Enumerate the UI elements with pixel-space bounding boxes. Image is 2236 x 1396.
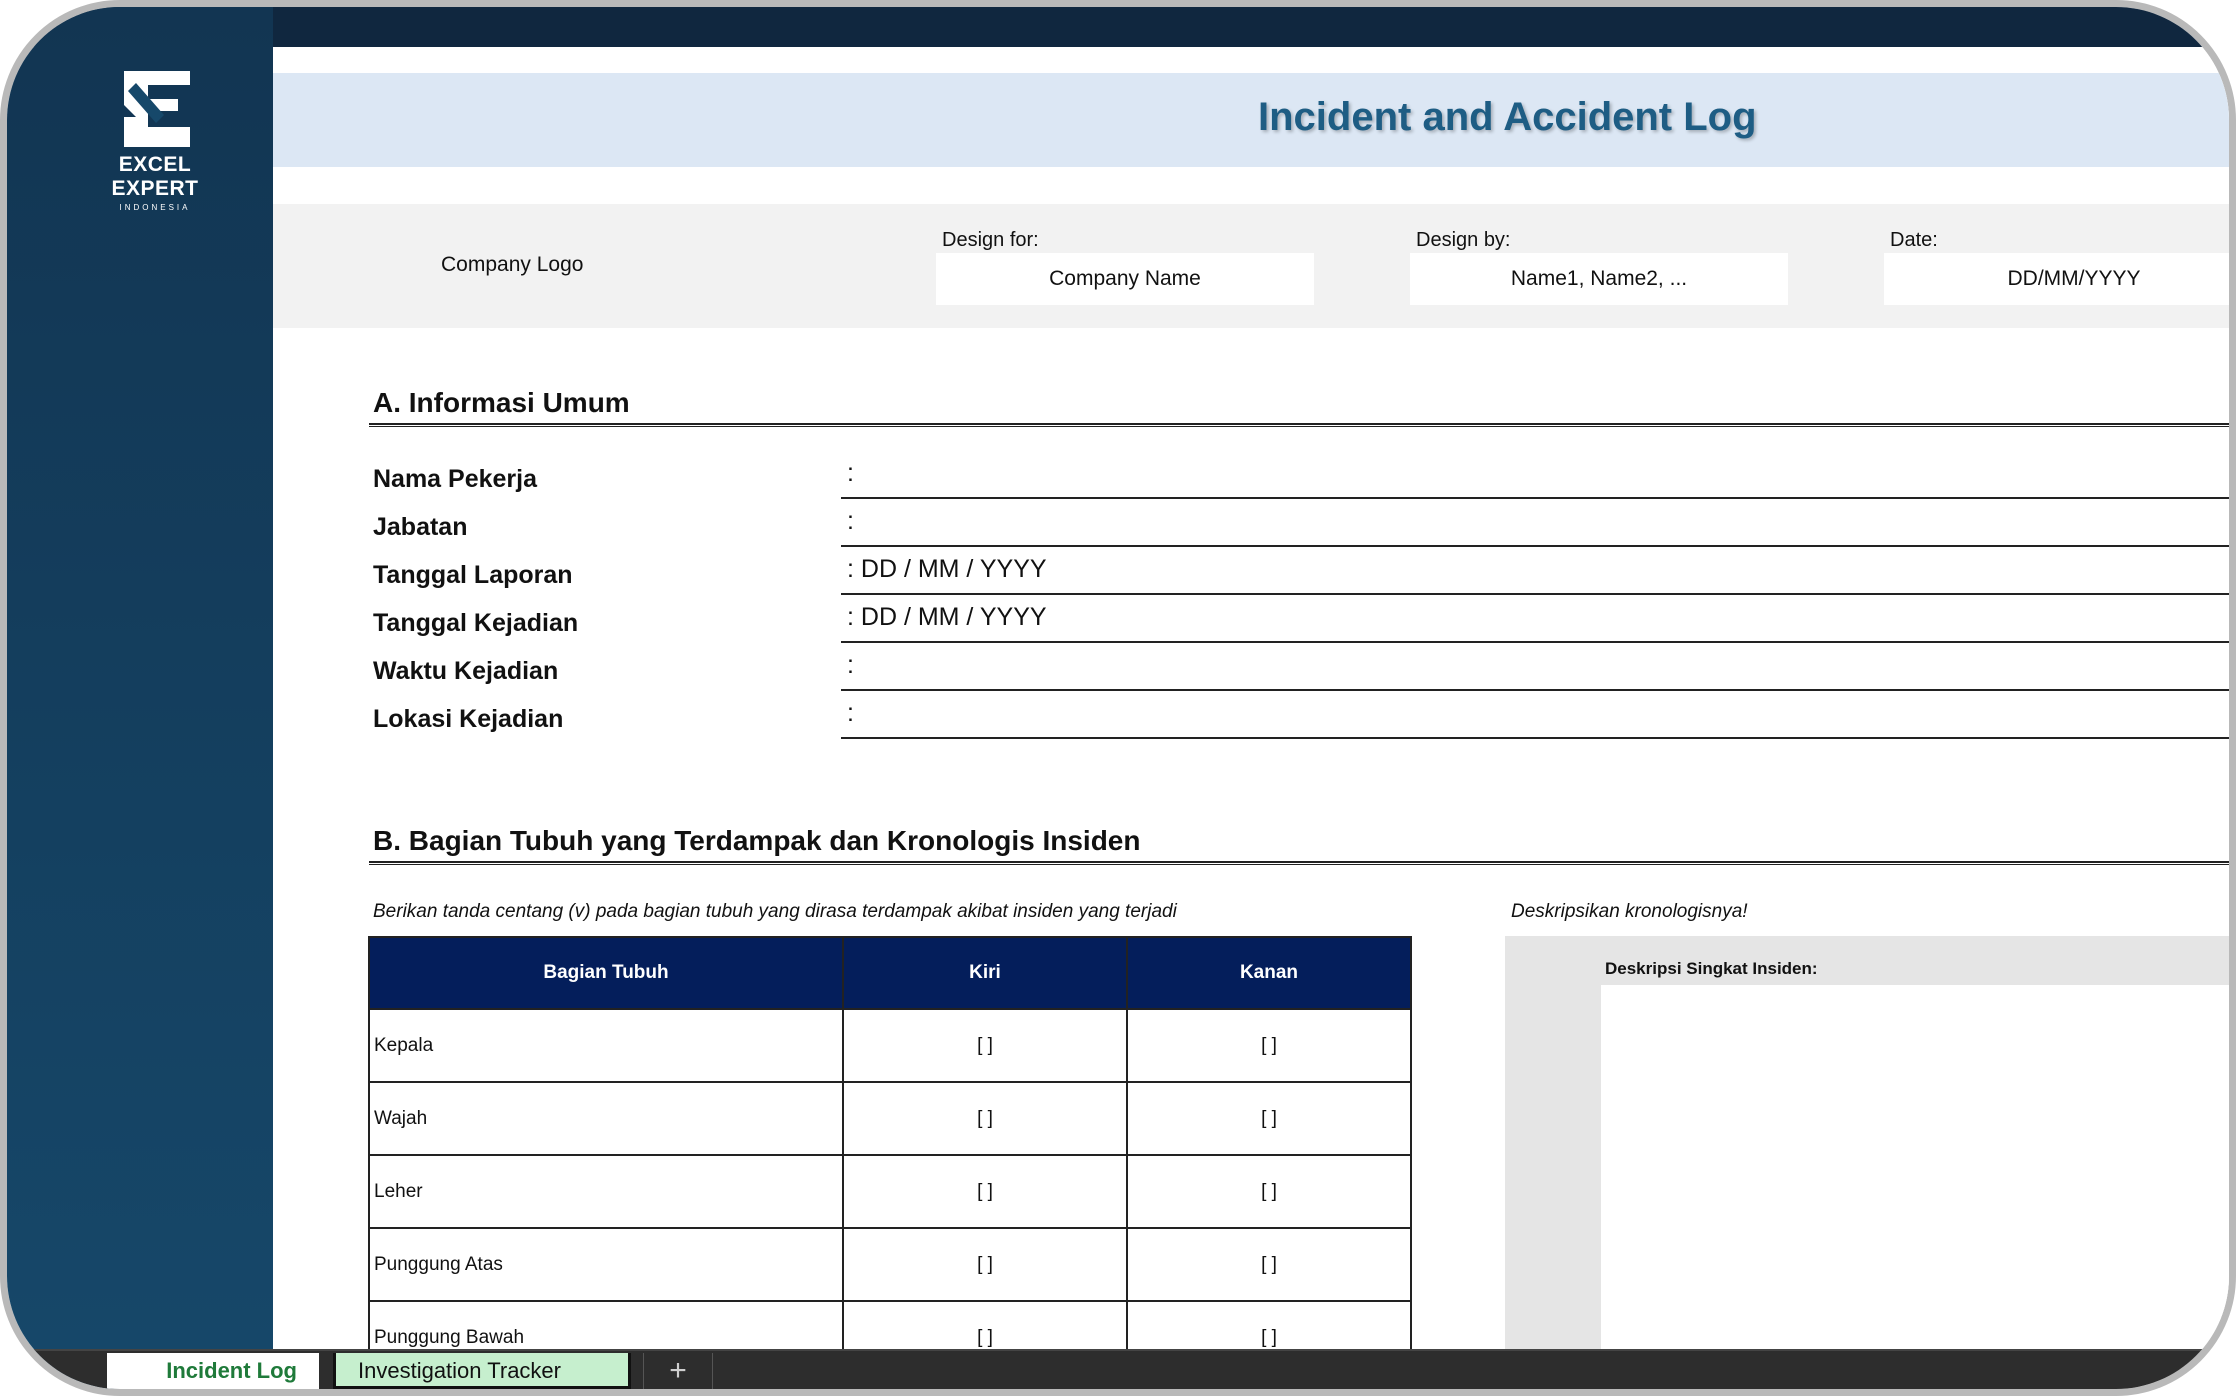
section-b-title: B. Bagian Tubuh yang Terdampak dan Kronologis Insiden <box>373 825 1141 856</box>
field-underline <box>841 593 2229 595</box>
sheet-tab-incident-log[interactable]: Incident Log <box>107 1353 319 1389</box>
date-label: Date: <box>1890 229 1938 251</box>
body-part-cell: Punggung Atas <box>369 1228 843 1301</box>
field-label-nama-pekerja: Nama Pekerja <box>373 465 538 493</box>
chronology-prompt: Deskripsikan kronologisnya! <box>1511 901 1748 922</box>
description-input[interactable] <box>1601 985 2229 1349</box>
right-checkbox[interactable]: [ ] <box>1127 1009 1411 1082</box>
field-value-waktu-kejadian[interactable]: : <box>847 651 854 679</box>
body-part-cell: Leher <box>369 1155 843 1228</box>
table-row <box>369 1082 1411 1155</box>
brand-sidebar <box>7 7 273 1396</box>
section-b-divider <box>369 861 2229 865</box>
left-checkbox[interactable]: [ ] <box>843 1082 1127 1155</box>
design-by-field[interactable]: Name1, Name2, ... <box>1410 253 1788 305</box>
left-checkbox[interactable]: [ ] <box>843 1301 1127 1374</box>
table-header-row <box>369 937 1411 1009</box>
column-header-kiri: Kiri <box>843 937 1127 1009</box>
left-checkbox[interactable]: [ ] <box>843 1155 1127 1228</box>
description-label: Deskripsi Singkat Insiden: <box>1605 959 1818 978</box>
field-value-lokasi-kejadian[interactable]: : <box>847 699 854 727</box>
right-checkbox[interactable]: [ ] <box>1127 1155 1411 1228</box>
excel-expert-logo-icon <box>118 71 192 147</box>
top-band <box>7 7 2229 47</box>
design-for-label: Design for: <box>942 229 1039 251</box>
right-checkbox[interactable]: [ ] <box>1127 1082 1411 1155</box>
body-part-cell: Wajah <box>369 1082 843 1155</box>
body-part-cell: Punggung Bawah <box>369 1301 843 1374</box>
worksheet <box>273 47 2229 1349</box>
design-by-label: Design by: <box>1416 229 1511 251</box>
sheet-tab-investigation-tracker[interactable]: Investigation Tracker <box>333 1353 631 1389</box>
body-part-cell: Kepala <box>369 1009 843 1082</box>
field-label-tanggal-kejadian: Tanggal Kejadian <box>373 609 579 637</box>
column-header-bagian-tubuh: Bagian Tubuh <box>369 937 843 1009</box>
field-underline <box>841 689 2229 691</box>
field-value-tanggal-laporan[interactable]: : DD / MM / YYYY <box>847 555 1047 583</box>
right-checkbox[interactable]: [ ] <box>1127 1228 1411 1301</box>
page-title: Incident and Accident Log <box>1258 95 1757 139</box>
field-value-tanggal-kejadian[interactable]: : DD / MM / YYYY <box>847 603 1047 631</box>
body-part-table <box>368 936 1412 1375</box>
brand-logo <box>77 71 233 212</box>
field-label-waktu-kejadian: Waktu Kejadian <box>373 657 559 685</box>
field-label-lokasi-kejadian: Lokasi Kejadian <box>373 705 564 733</box>
title-bar <box>273 73 2229 167</box>
field-underline <box>841 737 2229 739</box>
field-underline <box>841 497 2229 499</box>
sheet-tab-bar <box>7 1349 2229 1389</box>
company-logo-placeholder[interactable]: Company Logo <box>441 253 584 276</box>
field-value-nama-pekerja[interactable]: : <box>847 459 854 487</box>
field-value-jabatan[interactable]: : <box>847 507 854 535</box>
brand-subtitle: INDONESIA <box>119 203 191 212</box>
section-a-title: A. Informasi Umum <box>373 387 630 418</box>
design-for-field[interactable]: Company Name <box>936 253 1314 305</box>
brand-name: EXCEL EXPERT <box>111 153 199 200</box>
section-a-divider <box>369 423 2229 427</box>
field-underline <box>841 545 2229 547</box>
add-sheet-button[interactable]: + <box>643 1353 713 1389</box>
date-field[interactable]: DD/MM/YYYY <box>1884 253 2236 305</box>
field-label-tanggal-laporan: Tanggal Laporan <box>373 561 573 589</box>
left-checkbox[interactable]: [ ] <box>843 1228 1127 1301</box>
table-row <box>369 1009 1411 1082</box>
checklist-instruction: Berikan tanda centang (v) pada bagian tubuh yang dirasa terdampak akibat insiden yang terjadi <box>373 901 1177 922</box>
column-header-kanan: Kanan <box>1127 937 1411 1009</box>
field-label-jabatan: Jabatan <box>373 513 468 541</box>
left-checkbox[interactable]: [ ] <box>843 1009 1127 1082</box>
right-checkbox[interactable]: [ ] <box>1127 1301 1411 1374</box>
field-underline <box>841 641 2229 643</box>
table-row <box>369 1155 1411 1228</box>
table-row <box>369 1228 1411 1301</box>
